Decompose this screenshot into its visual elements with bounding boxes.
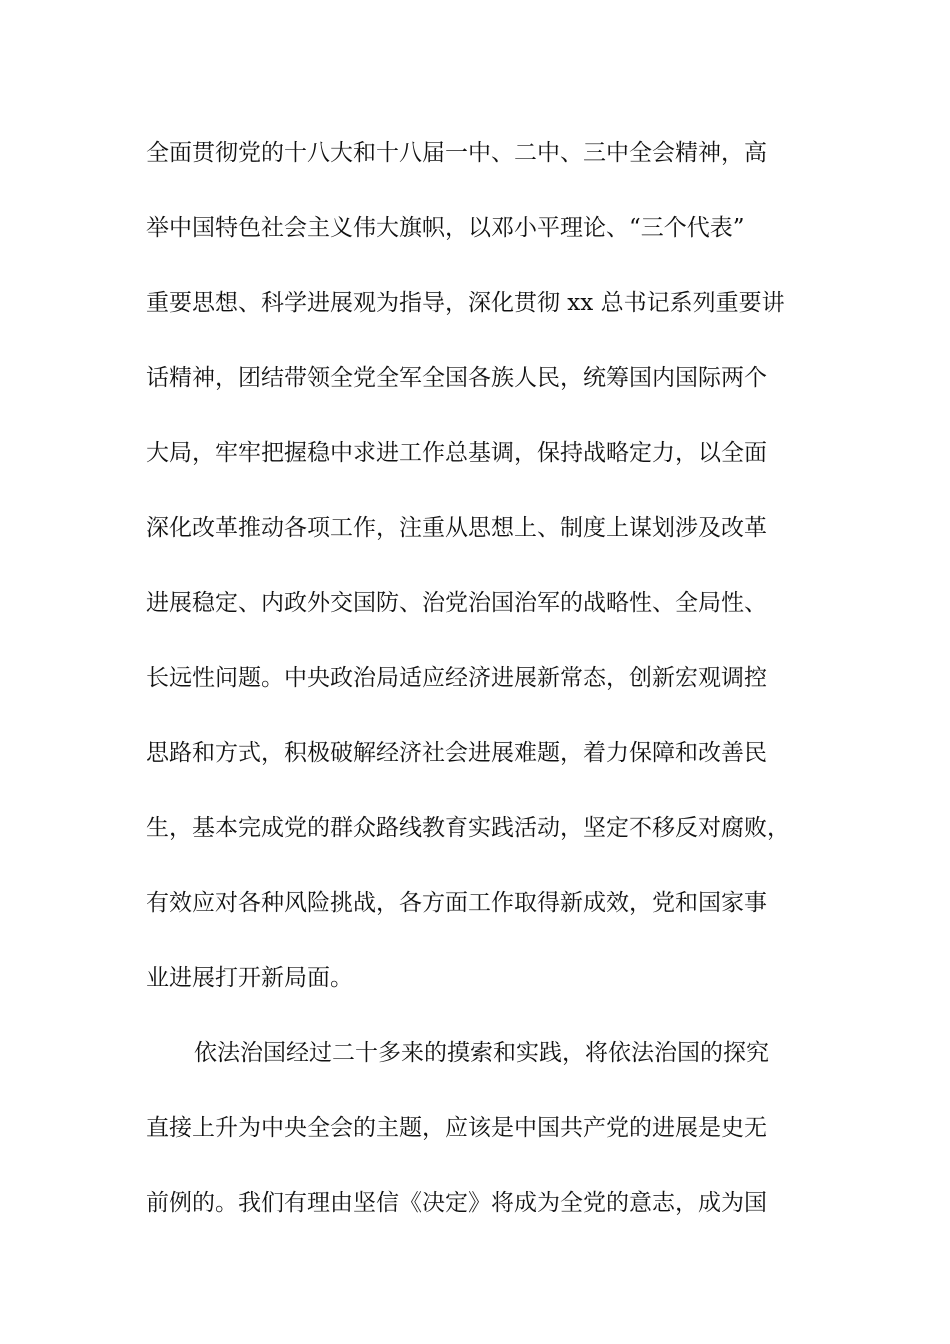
text-line: 进展稳定、内政外交国防、治党治国治军的战略性、全局性、 xyxy=(146,590,767,616)
text-line: 业进展打开新局面。 xyxy=(146,965,353,991)
text-line: 依法治国经过二十多来的摸索和实践，将依法治国的探究 xyxy=(194,1040,769,1066)
text-line: 举中国特色社会主义伟大旗帜，以邓小平理论、“三个代表” xyxy=(146,215,745,241)
text-line: 话精神，团结带领全党全军全国各族人民，统筹国内国际两个 xyxy=(146,365,767,391)
text-line: 重要思想、科学进展观为指导，深化贯彻 xx 总书记系列重要讲 xyxy=(146,290,785,316)
text-line: 前例的。我们有理由坚信《决定》将成为全党的意志，成为国 xyxy=(146,1190,767,1216)
text-line: 全面贯彻党的十八大和十八届一中、二中、三中全会精神，高 xyxy=(146,140,767,166)
text-line: 大局，牢牢把握稳中求进工作总基调，保持战略定力，以全面 xyxy=(146,440,767,466)
text-line: 有效应对各种风险挑战，各方面工作取得新成效，党和国家事 xyxy=(146,890,767,916)
text-line: 思路和方式，积极破解经济社会进展难题，着力保障和改善民 xyxy=(146,740,767,766)
text-line: 长远性问题。中央政治局适应经济进展新常态，创新宏观调控 xyxy=(146,665,767,691)
text-line: 生，基本完成党的群众路线教育实践活动，坚定不移反对腐败， xyxy=(146,815,790,841)
text-line: 直接上升为中央全会的主题，应该是中国共产党的进展是史无 xyxy=(146,1115,767,1141)
text-line: 深化改革推动各项工作，注重从思想上、制度上谋划涉及改革 xyxy=(146,515,767,541)
